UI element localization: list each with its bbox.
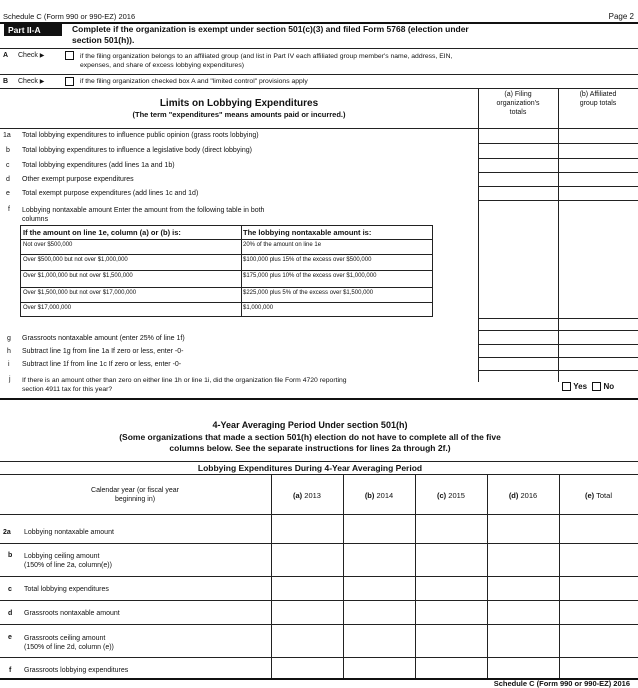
no-checkbox[interactable] [592, 382, 601, 391]
line-1e-num: e [6, 190, 10, 197]
field-1b-a[interactable] [479, 144, 557, 157]
field-1i-b[interactable] [559, 358, 637, 369]
avg-col-c-header [415, 491, 487, 500]
line-1h-text: Subtract line 1g from line 1a If zero or less, enter -0- [22, 348, 184, 355]
avg-col-a-header [271, 491, 343, 500]
field-1c-b[interactable] [559, 159, 637, 171]
avg-row-2e-label [24, 634, 114, 652]
check-a-letter: A [3, 52, 9, 59]
avg-col-e-letter: (e) [585, 491, 595, 500]
line-1f-text1: Lobbying nontaxable amount Enter the amount from the following table in both [22, 207, 265, 214]
col-b-header [558, 90, 638, 108]
checkbox-a[interactable] [65, 51, 74, 60]
check-a-row [3, 52, 8, 59]
check-b-arrow: ▶ [39, 79, 45, 85]
check-a-text1: if the filing organization belongs to an affiliated group (and list in Part IV each affiliated group member's name, address, EIN, [80, 53, 453, 60]
line-1c-text: Total lobbying expenditures (add lines 1a and 1b) [22, 162, 175, 169]
footer: Schedule C (Form 990 or 990-EZ) 2016 [493, 679, 630, 688]
table-header-2: The lobbying nontaxable amount is: [243, 228, 372, 237]
line-1j-text [22, 376, 347, 394]
field-1e-a[interactable] [479, 187, 557, 199]
nontaxable-table [20, 225, 433, 317]
line-1d-text: Other exempt purpose expenditures [22, 176, 134, 183]
table-row-4-left: Over $1,500,000 but not over $17,000,000 [23, 290, 137, 296]
line-1e-text: Total exempt purpose expenditures (add lines 1c and 1d) [22, 190, 199, 197]
part-title-line1: Complete if the organization is exempt under section 501(c)(3) and filed Form 5768 (election under [72, 24, 469, 34]
part-label: Part II-A [4, 24, 62, 36]
check-a-text [80, 52, 452, 70]
field-1e-b[interactable] [559, 187, 637, 199]
table-header-1: If the amount on line 1e, column (a) or (b) is: [23, 228, 181, 237]
cell-2a-2015[interactable] [416, 515, 486, 542]
avg-row-2e-num: e [8, 634, 12, 641]
avg-col-d-header [487, 491, 559, 500]
line-1g-text: Grassroots nontaxable amount (enter 25% of line 1f) [22, 335, 185, 342]
schedule-header: Schedule C (Form 990 or 990-EZ) 2016 [3, 12, 136, 21]
col-a-line3: totals [509, 109, 527, 116]
field-1a-b[interactable] [559, 129, 637, 142]
line-1j-num: j [9, 376, 11, 383]
table-row-1-left: Not over $500,000 [23, 242, 73, 248]
limits-subtitle: (The term "expenditures" means amounts paid or incurred.) [132, 110, 346, 119]
line-1a-num: 1a [3, 132, 11, 139]
check-a-checkbox[interactable] [65, 50, 74, 60]
line-1d-num: d [6, 176, 10, 183]
avg-col-e-header [559, 491, 638, 500]
field-1c-a[interactable] [479, 159, 557, 171]
cell-2a-2013[interactable] [272, 515, 342, 542]
col-b-line2: group totals [579, 100, 617, 107]
avg-row-2b-label [24, 552, 112, 570]
table-row-5-left: Over $17,000,000 [23, 305, 72, 311]
field-1b-b[interactable] [559, 144, 637, 157]
avg-col-d-label: 2016 [520, 491, 538, 500]
avg-row-2d-label: Grassroots nontaxable amount [24, 610, 120, 617]
yes-checkbox[interactable] [562, 382, 571, 391]
avg-row-2a-num: 2a [3, 529, 11, 536]
part-title [72, 24, 632, 46]
col-a-line1: (a) Filing [504, 91, 532, 98]
avg-col0-line2: beginning in) [114, 496, 156, 503]
cell-2a-total[interactable] [560, 515, 637, 542]
check-a-label [18, 52, 44, 59]
avg-row-2e-l2: (150% of line 2d, column (e)) [24, 644, 114, 651]
col-a-header [478, 90, 558, 117]
limits-title: Limits on Lobbying Expenditures [159, 98, 319, 109]
field-1g-a[interactable] [479, 331, 557, 343]
line-1h-num: h [7, 348, 11, 355]
table-row-2-right: $100,000 plus 15% of the excess over $500,000 [243, 257, 372, 263]
avg-row-2f-num: f [9, 667, 12, 674]
line-1b-num: b [6, 147, 10, 154]
yes-label: Yes [573, 382, 588, 391]
table-row-3-left: Over $1,000,000 but not over $1,500,000 [23, 273, 133, 279]
avg-col-c-letter: (c) [437, 491, 447, 500]
table-row-2-left: Over $500,000 but not over $1,000,000 [23, 257, 128, 263]
field-1i-a[interactable] [479, 358, 557, 369]
check-b-letter: B [3, 78, 9, 85]
avg-row-2b-l2: (150% of line 2a, column(e)) [24, 562, 112, 569]
line-1c-num: c [6, 162, 10, 169]
field-1g-b[interactable] [559, 331, 637, 343]
field-1h-a[interactable] [479, 345, 557, 356]
avg-col-b-label: 2014 [376, 491, 394, 500]
cell-2a-2014[interactable] [344, 515, 414, 542]
avg-col-c-label: 2015 [448, 491, 465, 500]
avg-col-a-letter: (a) [293, 491, 303, 500]
avg-sub2: columns below. See the separate instructions for lines 2a through 2f.) [169, 443, 451, 453]
avg-col-b-header [343, 491, 415, 500]
avg-col-b-letter: (b) [364, 491, 375, 500]
avg-row-2a-label: Lobbying nontaxable amount [24, 529, 114, 536]
line-1f-text2: columns [22, 216, 49, 223]
line-1b-text: Total lobbying expenditures to influence a legislative body (direct lobbying) [22, 147, 252, 154]
part-title-line2: section 501(h)). [72, 35, 135, 45]
check-b-check-text: Check [18, 78, 38, 85]
line-1i-num: i [8, 361, 10, 368]
avg-col-e-label: Total [596, 491, 612, 500]
check-b-checkbox[interactable] [65, 76, 74, 86]
line-1j-text2: section 4911 tax for this year? [22, 386, 113, 393]
table-row-3-right: $175,000 plus 10% of the excess over $1,000,000 [243, 273, 377, 279]
page-number-text: Page 2 [608, 12, 634, 21]
avg-col0-line1: Calendar year (or fiscal year [91, 487, 179, 494]
avg-row-2b-num: b [8, 552, 13, 559]
col-a-line2: organization's [496, 100, 540, 107]
avg-sub1: (Some organizations that made a section 501(h) election do not have to complete all of the five [119, 432, 501, 442]
avg-col-a-label: 2013 [304, 491, 321, 500]
check-a-arrow: ▶ [39, 53, 45, 59]
line-1j-text1: If there is an amount other than zero on either line 1h or line 1i, did the organization file Form 4720 reporting [22, 377, 347, 384]
avg-col-d-letter: (d) [508, 491, 519, 500]
field-1h-b[interactable] [559, 345, 637, 356]
line-1g-num: g [7, 335, 11, 342]
yes-no-group [562, 382, 614, 391]
avg-row-2b-l1: Lobbying ceiling amount [24, 553, 100, 560]
page-number [609, 12, 634, 21]
line-1f-num: f [8, 206, 10, 213]
check-a-text2: expenses, and share of excess lobbying expenditures) [80, 62, 244, 69]
col-b-line1: (b) Affiliated [579, 91, 617, 98]
table-row-5-right: $1,000,000 [243, 305, 274, 311]
avg-row-2d-num: d [8, 610, 13, 617]
line-1a-text: Total lobbying expenditures to influence public opinion (grass roots lobbying) [22, 132, 259, 139]
avg-row-2f-label: Grassroots lobbying expenditures [24, 667, 129, 674]
check-b-text: if the filing organization checked box A and "limited control" provisions apply [80, 78, 308, 85]
check-a-check-text: Check [18, 52, 38, 59]
line-1f-text [22, 206, 264, 224]
field-1d-b[interactable] [559, 173, 637, 185]
avg-band: Lobbying Expenditures During 4-Year Averaging Period [197, 463, 423, 473]
cell-2a-2016[interactable] [488, 515, 558, 542]
avg-col0-header [75, 486, 195, 504]
table-row-4-right: $225,000 plus 5% of the excess over $1,500,000 [243, 290, 374, 296]
field-1a-a[interactable] [479, 129, 557, 142]
table-row-1-right: 20% of the amount on line 1e [243, 242, 322, 248]
line-1i-text: Subtract line 1f from line 1c If zero or less, enter -0- [22, 361, 182, 368]
avg-title: 4-Year Averaging Period Under section 501(h) [212, 420, 408, 430]
avg-row-2e-l1: Grassroots ceiling amount [24, 635, 106, 642]
avg-row-2c-label: Total lobbying expenditures [24, 586, 109, 593]
field-1f-b[interactable] [559, 305, 637, 317]
checkbox-b[interactable] [65, 77, 74, 86]
field-1f-a[interactable] [479, 305, 557, 317]
no-label: No [603, 382, 615, 391]
field-1d-a[interactable] [479, 173, 557, 185]
check-b-label [18, 78, 44, 85]
avg-row-2c-num: c [8, 586, 12, 593]
